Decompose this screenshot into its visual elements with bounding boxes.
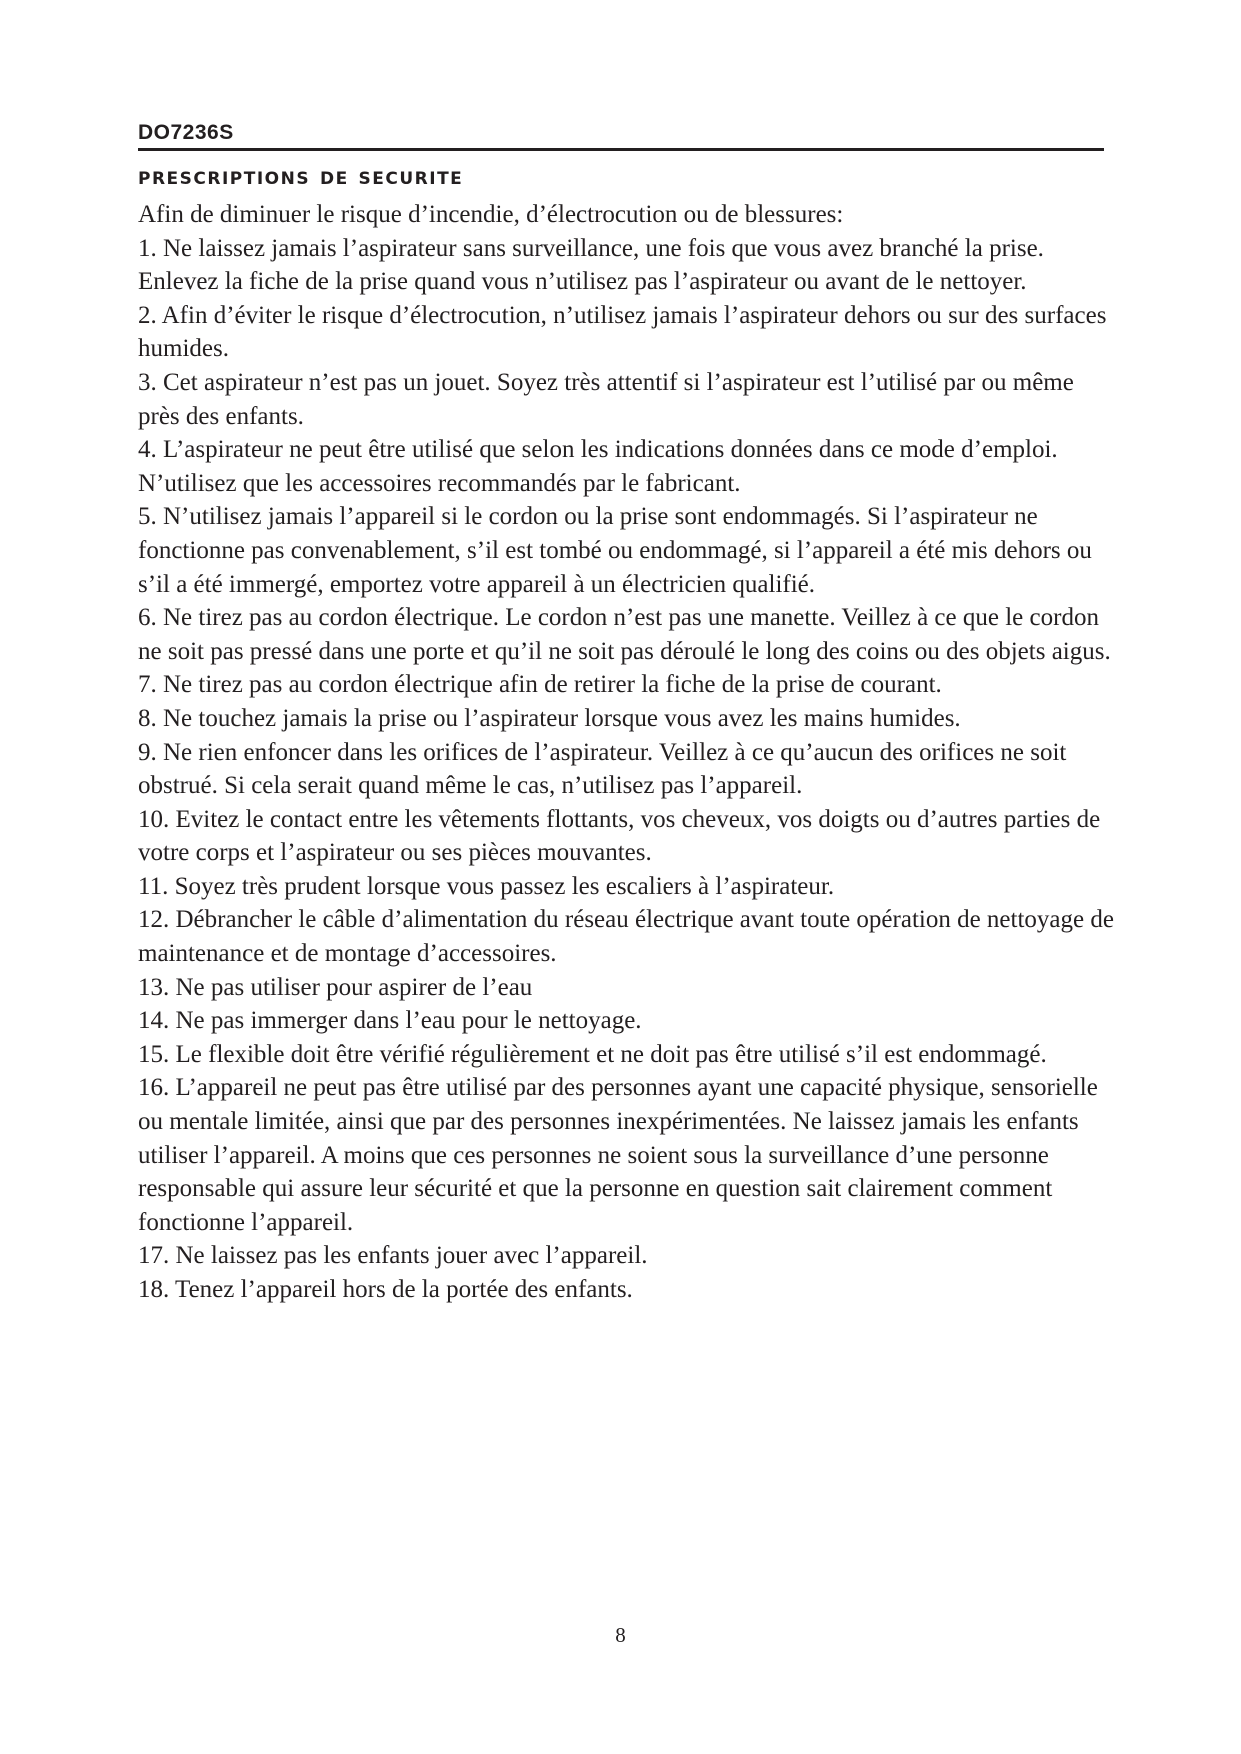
instruction-item-7: 7. Ne tirez pas au cordon électrique afin de retirer la fiche de la prise de courant. [138, 671, 942, 699]
instruction-item-13: 13. Ne pas utiliser pour aspirer de l’eau [138, 973, 533, 1001]
header-divider [138, 148, 1104, 151]
instruction-item-16: 16. L’appareil ne peut pas être utilisé par des personnes ayant une capacité physique, sensorielle ou mentale limitée, ainsi que par des personnes inexpérimentées. Ne laissez jamais les enfants utiliser l’appareil. A moins que ces personnes ne soient sous la surveillance d’une personne responsable qui assure leur sécurité et que la personne en question sait clairement comment fonctionne l’appareil. [138, 1074, 1098, 1236]
instruction-item-18: 18. Tenez l’appareil hors de la portée des enfants. [138, 1276, 633, 1303]
page-number: 8 [615, 1623, 626, 1647]
instruction-item-3: 3. Cet aspirateur n’est pas un jouet. Soyez très attentif si l’aspirateur est l’utilisé par ou même près des enfants. [138, 368, 1074, 430]
instruction-item-4: 4. L’aspirateur ne peut être utilisé que selon les indications données dans ce mode d’emploi. N’utilisez que les accessoires recommandés par le fabricant. [138, 436, 1058, 497]
instruction-item-14: 14. Ne pas immerger dans l’eau pour le nettoyage. [138, 1007, 642, 1035]
instruction-item-5: 5. N’utilisez jamais l’appareil si le cordon ou la prise sont endommagés. Si l’aspirateur ne fonctionne pas convenablement, s’il est tombé ou endommagé, si l’appareil a été mis dehors ou s’il a été immergé, emportez votre appareil à un électricien qualifié. [138, 503, 1092, 598]
model-number: DO7236S [138, 121, 234, 144]
instruction-item-9: 9. Ne rien enfoncer dans les orifices de l’aspirateur. Veillez à ce qu’aucun des orifices ne soit obstrué. Si cela serait quand même le cas, n’utilisez pas l’appareil. [138, 738, 1067, 800]
instruction-item-12: 12. Débrancher le câble d’alimentation du réseau électrique avant toute opération de nettoyage de maintenance et de montage d’accessoires. [138, 906, 1114, 968]
instruction-item-8: 8. Ne touchez jamais la prise ou l’aspirateur lorsque vous avez les mains humides. [138, 704, 961, 732]
instruction-item-2: 2. Afin d’éviter le risque d’électrocution, n’utilisez jamais l’aspirateur dehors ou sur des surfaces humides. [138, 301, 1107, 363]
instruction-item-10: 10. Evitez le contact entre les vêtements flottants, vos cheveux, vos doigts ou d’autres parties de votre corps et l’aspirateur ou ses pièces mouvantes. [138, 805, 1101, 867]
instruction-item-1: 1. Ne laissez jamais l’aspirateur sans surveillance, une fois que vous avez branché la prise. Enlevez la fiche de la prise quand vous n’utilisez pas l’aspirateur ou avant de le nettoyer. [138, 234, 1044, 296]
instruction-item-11: 11. Soyez très prudent lorsque vous passez les escaliers à l’aspirateur. [138, 872, 835, 900]
safety-instructions [138, 198, 1118, 1307]
section-title: prescriptions de securite [138, 162, 464, 190]
instruction-item-17: 17. Ne laissez pas les enfants jouer avec l’appareil. [138, 1242, 648, 1270]
instruction-item-6: 6. Ne tirez pas au cordon électrique. Le cordon n’est pas une manette. Veillez à ce que le cordon ne soit pas pressé dans une porte et qu’il ne soit pas déroulé le long des coins ou des objets aigus. [138, 604, 1111, 665]
instruction-item-15: 15. Le flexible doit être vérifié régulièrement et ne doit pas être utilisé s’il est endommagé. [138, 1040, 1047, 1068]
intro-text: Afin de diminuer le risque d’incendie, d’électrocution ou de blessures: [138, 201, 844, 228]
